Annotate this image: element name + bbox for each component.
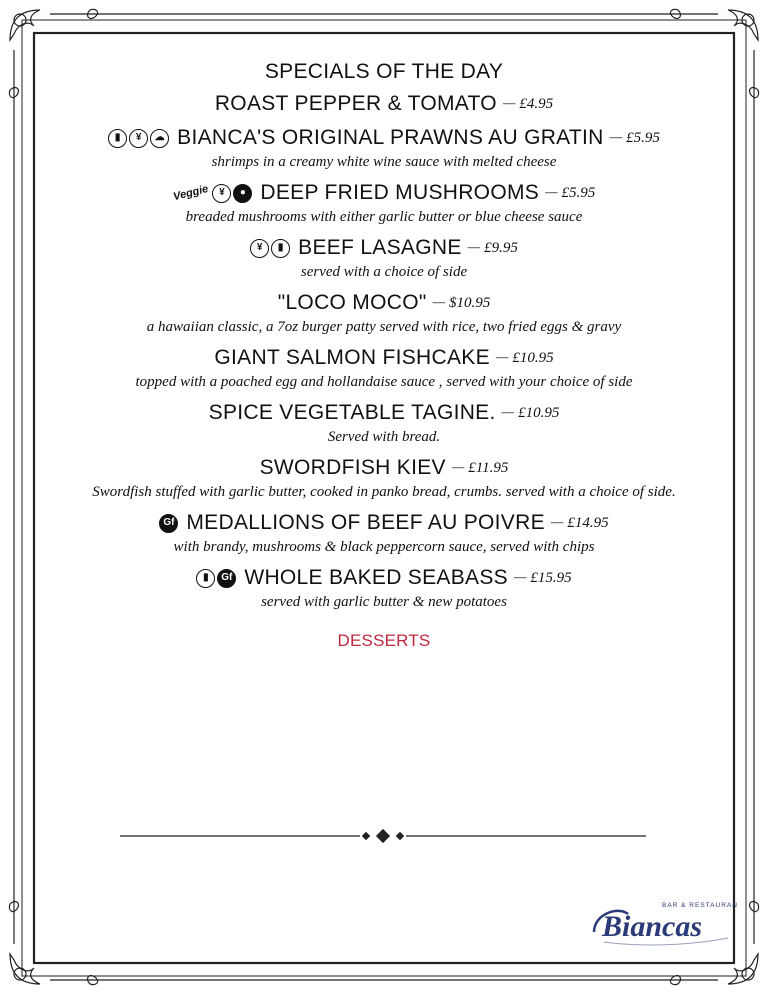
menu-item-name: MEDALLIONS OF BEEF AU POIVRE	[186, 511, 545, 534]
shellfish-icon: ☁	[150, 129, 169, 148]
menu-item	[40, 90, 728, 118]
price-separator: —	[550, 515, 564, 530]
menu-item	[40, 289, 728, 338]
menu-item-price: £10.95	[518, 405, 560, 421]
menu-item-description: shrimps in a creamy white wine sauce with melted cheese	[211, 154, 557, 170]
allergen-icons	[173, 179, 253, 207]
gluten-icon: ¥	[129, 129, 148, 148]
egg-icon: ●	[233, 184, 252, 203]
menu-item	[40, 124, 728, 173]
menu-item-price: £4.95	[519, 96, 554, 112]
desserts-heading: DESSERTS	[337, 631, 431, 650]
allergen-icons	[196, 569, 236, 588]
gluten-free-icon: Gf	[217, 569, 236, 588]
price-separator: —	[502, 96, 516, 111]
menu-content	[40, 52, 728, 651]
menu-item-name: BIANCA'S ORIGINAL PRAWNS AU GRATIN	[177, 126, 604, 149]
menu-items-list	[40, 90, 728, 613]
menu-item-price: £5.95	[626, 130, 660, 146]
biancas-logo	[588, 892, 738, 952]
dairy-icon: ▮	[196, 569, 215, 588]
menu-item-name: GIANT SALMON FISHCAKE	[214, 346, 490, 369]
page-title: SPECIALS OF THE DAY	[264, 60, 504, 83]
menu-item-price: £5.95	[561, 185, 596, 201]
menu-item-heading	[40, 179, 728, 207]
menu-item-description: topped with a poached egg and hollandaise sauce , served with your choice of side	[135, 374, 633, 390]
menu-item	[40, 509, 728, 558]
veggie-label: Veggie	[171, 182, 210, 204]
menu-item-price: £14.95	[567, 515, 609, 531]
menu-item-description: served with a choice of side	[300, 264, 468, 280]
price-separator: —	[609, 130, 623, 145]
menu-item-name: SPICE VEGETABLE TAGINE.	[208, 401, 496, 424]
menu-item	[40, 179, 728, 228]
menu-item-description: Swordfish stuffed with garlic butter, cooked in panko bread, crumbs. served with a choice of side.	[92, 484, 676, 500]
logo-tagline: BAR & RESTAURANT	[662, 902, 738, 909]
allergen-icons	[108, 129, 169, 148]
price-separator: —	[495, 350, 509, 365]
menu-item-heading	[40, 234, 728, 262]
gluten-icon: ¥	[212, 184, 231, 203]
menu-item-name: DEEP FRIED MUSHROOMS	[260, 181, 540, 204]
menu-item-name: BEEF LASAGNE	[298, 236, 462, 259]
menu-item-price: £10.95	[512, 350, 554, 366]
menu-item-description: served with garlic butter & new potatoes	[261, 594, 507, 610]
menu-item-name: ROAST PEPPER & TOMATO	[214, 92, 497, 115]
menu-item-heading	[40, 90, 728, 118]
menu-item-heading	[40, 564, 728, 592]
dairy-icon: ▮	[271, 239, 290, 258]
menu-item-heading	[40, 289, 728, 317]
logo-name: Biancas	[602, 910, 703, 943]
allergen-icons	[250, 239, 290, 258]
menu-item-description: Served with bread.	[327, 429, 441, 445]
price-separator: —	[513, 570, 527, 585]
price-separator: —	[467, 240, 481, 255]
menu-item	[40, 234, 728, 283]
gluten-free-icon: Gf	[159, 514, 178, 533]
menu-item-heading	[40, 454, 728, 482]
menu-item-heading	[40, 344, 728, 372]
dairy-icon: ▮	[108, 129, 127, 148]
divider-ornament	[120, 828, 646, 844]
menu-item	[40, 454, 728, 503]
menu-item-description: breaded mushrooms with either garlic butter or blue cheese sauce	[185, 209, 583, 225]
menu-item	[40, 344, 728, 393]
menu-item-name: WHOLE BAKED SEABASS	[244, 566, 508, 589]
menu-item	[40, 399, 728, 448]
menu-item-description: a hawaiian classic, a 7oz burger patty served with rice, two fried eggs & gravy	[146, 319, 622, 335]
menu-item-price: £15.95	[530, 570, 572, 586]
menu-item-heading	[40, 124, 728, 152]
menu-item-price: £9.95	[484, 240, 518, 256]
menu-item-heading	[40, 399, 728, 427]
menu-item-price: $10.95	[449, 295, 491, 311]
price-separator: —	[545, 185, 558, 200]
price-separator: —	[451, 460, 465, 475]
price-separator: —	[432, 295, 446, 310]
menu-item-description: with brandy, mushrooms & black peppercorn sauce, served with chips	[173, 539, 595, 555]
allergen-icons	[159, 514, 178, 533]
gluten-icon: ¥	[250, 239, 269, 258]
menu-item-heading	[40, 509, 728, 537]
menu-item-name: SWORDFISH KIEV	[259, 456, 446, 479]
price-separator: —	[501, 405, 515, 420]
menu-item-name: "LOCO MOCO"	[277, 291, 427, 314]
menu-item	[40, 564, 728, 613]
menu-item-price: £11.95	[468, 460, 509, 476]
